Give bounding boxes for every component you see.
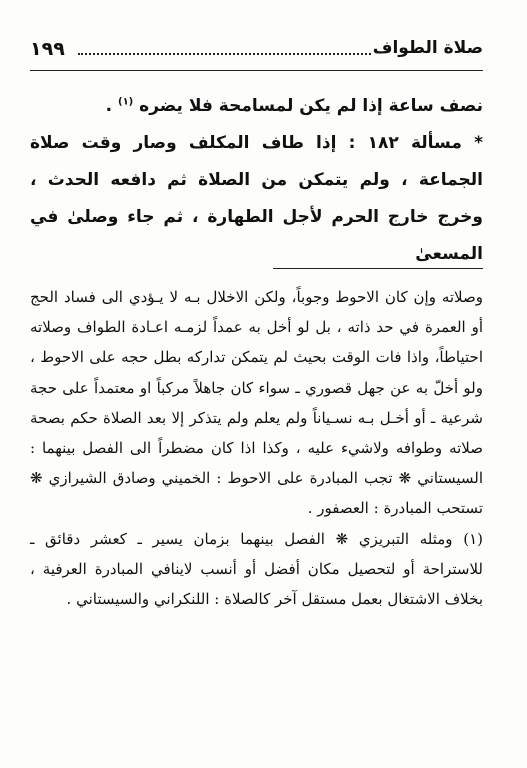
footnote-separator <box>273 268 483 269</box>
main-paragraph-continuation <box>30 88 483 125</box>
header-rule <box>30 70 483 71</box>
main-text <box>30 88 483 273</box>
main-line-text: نصف ساعة إذا لم يكن لمسامحة فلا يضره <box>139 96 483 116</box>
chapter-title: صلاة الطواف <box>372 38 483 58</box>
footnote-1 <box>30 524 483 615</box>
footnote-number: (١) <box>463 529 483 548</box>
footnote-reference: (١) <box>117 96 134 108</box>
star-marker: * <box>474 133 483 153</box>
issue-paragraph <box>30 125 483 273</box>
page-header <box>30 38 483 64</box>
footnote-continuation: وصلاته وإن كان الاحوط وجوباً، ولكن الاخلال بـه لا يـؤدي الى فساد الحج أو العمرة في حد ذاته ، بل لو أخل به عمداً لزمـه اعـادة الطواف وصلاته احتياطاً، واذا فات الوقت بحيث لم يتمكن تداركه بطل حجه على الاحوط ، ولو أخلّ به عن جهل قصوري ـ سواء كان جاهلاً مركباً او معتمداً على حجة شرعية ـ أو أخـل بـه نسـياناً ولم يعلم ولم يتذكر إلا بعد الصلاة حكم بصحة صلاته وطوافه ولاشيء عليه ، وكذا اذا كان مضطراً الى الفصل بينهما : السيستاني ❋ تجب المبادرة على الاحوط : الخميني وصادق الشيرازي ❋ تستحب المبادرة : العصفور . <box>30 288 483 518</box>
footnote-text: ومثله التبريزي ❋ الفصل بينهما بزمان يسير ـ كعشر دقائق ـ للاستراحة أو لتحصيل مكان أفضل أو أنسب لاينافي المبادرة العرفية ، بخلاف الاشتغال بعمل مستقل آخر كالصلاة : اللنكراني والسيستاني . <box>30 529 483 609</box>
main-line-end: . <box>105 96 113 116</box>
issue-label: مسألة ١٨٢ : <box>348 133 462 153</box>
footnotes <box>30 282 483 614</box>
issue-text: إذا طاف المكلف وصار وقت صلاة الجماعة ، ولم يتمكن من الصلاة ثم دافعه الحدث ، وخرج خارج الحرم لأجل الطهارة ، ثم جاء وصلىٰ في المسعىٰ <box>30 133 483 264</box>
page-number: ١٩٩ <box>30 38 65 60</box>
header-dotted-leader <box>78 53 371 55</box>
